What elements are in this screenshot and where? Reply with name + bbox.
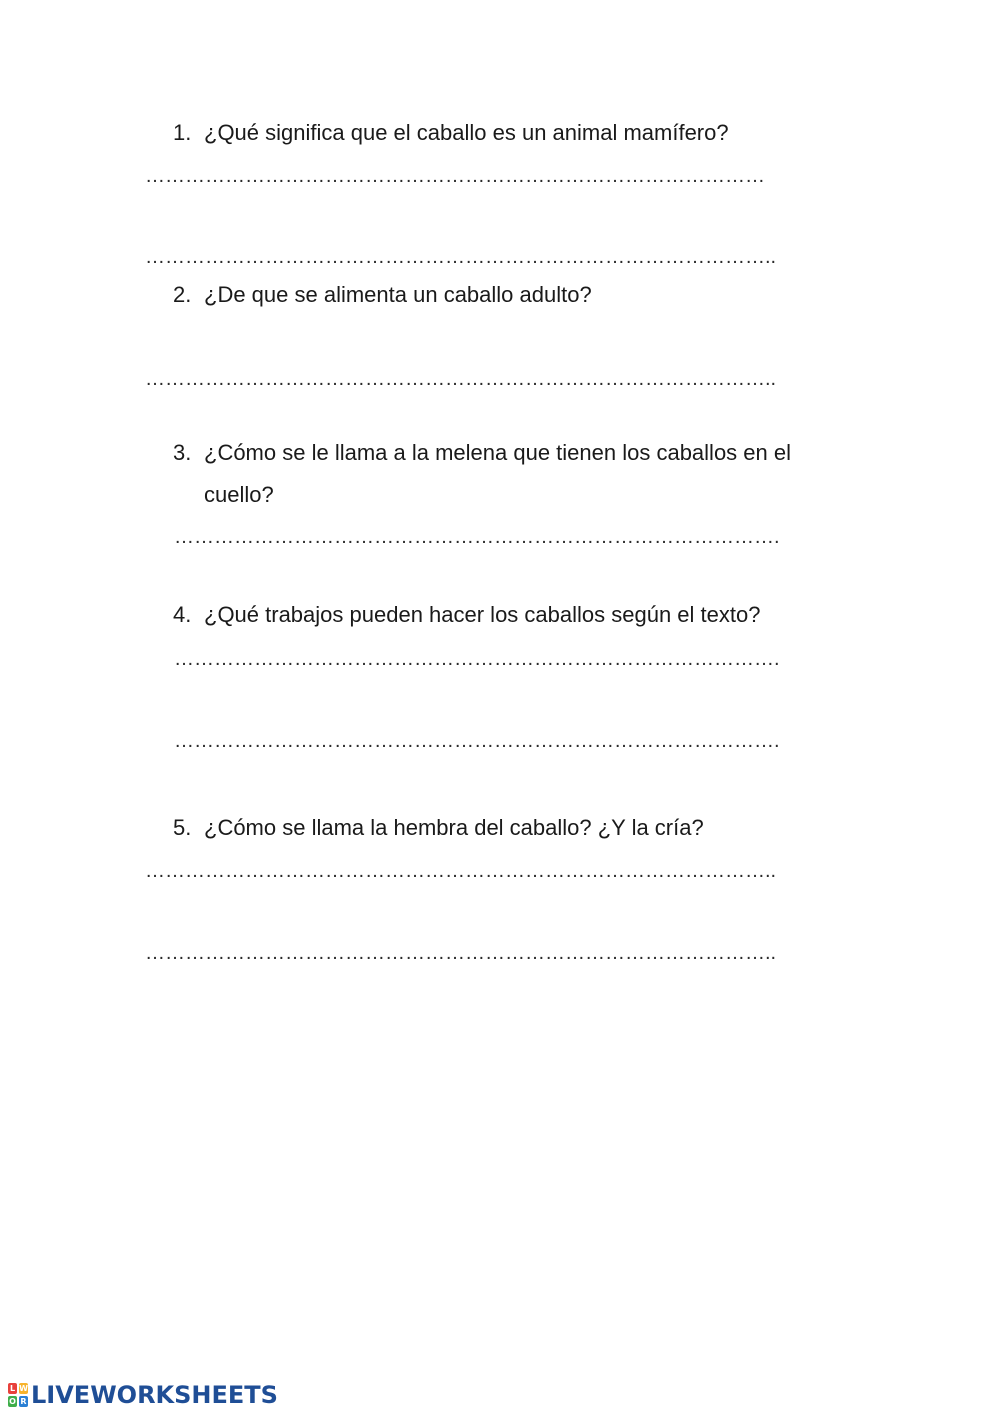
answer-line[interactable]: ………………………………………………………………………………… [145,166,765,186]
answer-line[interactable]: ………………………………………………………………………………. [174,527,780,547]
question-number: 4. [173,602,192,627]
logo-blocks-icon [8,1383,28,1407]
question-number: 1. [173,120,192,145]
answer-line[interactable]: ………………………………………………………………………………….. [145,943,777,963]
answer-line[interactable]: ………………………………………………………………………………….. [145,369,777,389]
question-text: ¿Cómo se le llama a la melena que tienen los caballos en el cuello? [204,440,791,507]
question-text: ¿Cómo se llama la hembra del caballo? ¿Y la cría? [204,815,704,840]
logo-block: L [9,1384,16,1393]
question-number: 3. [173,440,192,465]
question-number: 2. [173,282,192,307]
question-text: ¿Qué trabajos pueden hacer los caballos según el texto? [204,602,761,627]
liveworksheets-logo [8,1381,278,1409]
logo-block: O [9,1397,16,1406]
question-text: ¿De que se alimenta un caballo adulto? [204,282,592,307]
logo-block: W [19,1384,28,1393]
answer-line[interactable]: ………………………………………………………………………………. [174,649,780,669]
question-text: ¿Qué significa que el caballo es un animal mamífero? [204,120,729,145]
brand-name: LIVEWORKSHEETS [31,1381,278,1409]
answer-line[interactable]: ………………………………………………………………………………….. [145,247,777,267]
question-number: 5. [173,815,192,840]
answer-line[interactable]: ………………………………………………………………………………….. [145,861,777,881]
answer-line[interactable]: ………………………………………………………………………………. [174,731,780,751]
logo-block: R [20,1397,27,1406]
